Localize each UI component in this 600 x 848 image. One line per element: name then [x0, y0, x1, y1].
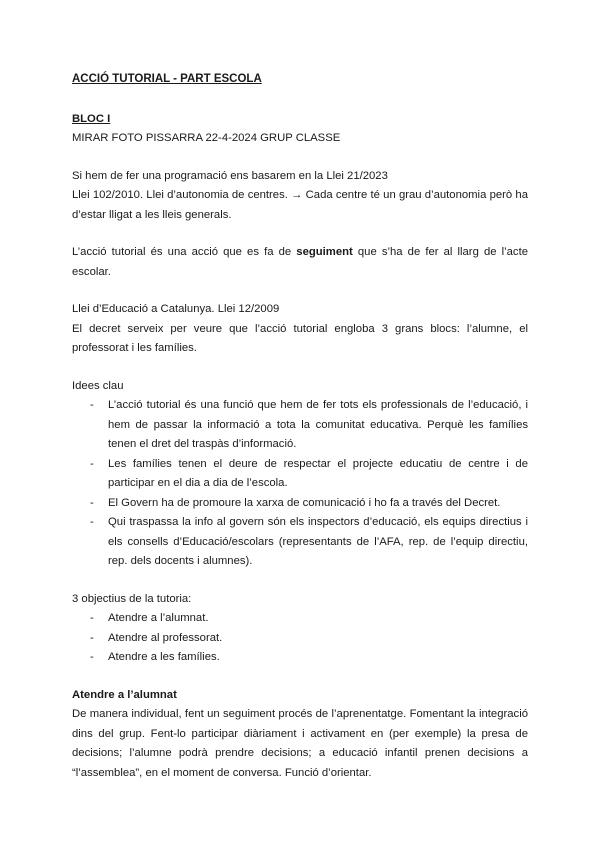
list-item: [72, 513, 528, 572]
accio-text-before: L’acció tutorial és una acció que es fa de: [72, 246, 297, 258]
list-item-text: Atendre al professorat.: [108, 631, 223, 644]
list-item-text: Qui traspassa la info al govern són els inspectors d’educació, els equips directius i els consells d’Educació/escolars (representants de l’AFA, rep. de l’equip directiu, rep. dels docents i alumnes).: [108, 516, 528, 567]
list-item: [72, 494, 528, 514]
list-item-text: Atendre a les famílies.: [108, 651, 220, 663]
document-content: [72, 70, 528, 783]
dash-marker: -: [90, 496, 94, 509]
objectius-list: [72, 609, 528, 668]
list-item-text: Les famílies tenen el deure de respectar el projecte educatiu de centre i de participar en el dia a dia de l’escola.: [108, 457, 528, 489]
dash-marker: -: [90, 651, 94, 663]
programacio-line-1: Si hem de fer una programació ens basarem en la Llei 21/2023: [72, 169, 388, 182]
bloc-subtitle: MIRAR FOTO PISSARRA 22-4-2024 GRUP CLASSE: [72, 132, 341, 144]
dash-marker: -: [90, 457, 94, 470]
idees-heading: Idees clau: [72, 379, 124, 392]
accio-paragraph: [72, 243, 528, 282]
objectius-heading: 3 objectius de la tutoria:: [72, 592, 192, 605]
alumnat-paragraph: De manera individual, fent un seguiment procés de l’aprenentatge. Fomentant la integració dins del grup. Fent-lo participar diàriament i activament en (per exemple) la presa de decisions; l’alumne podrà prendre decisions; a educació infantil prenen decisions a “l’assemblea”, en el moment de conversa. Funció d’orientar.: [72, 708, 528, 779]
list-item: [72, 455, 528, 494]
list-item: [72, 648, 528, 668]
accio-text-after: que s’ha de fer al llarg de l’acte escolar.: [72, 246, 528, 278]
list-item-text: Atendre a l’alumnat.: [108, 612, 209, 624]
list-item: [72, 609, 528, 629]
dash-marker: -: [90, 516, 94, 528]
dash-marker: -: [90, 612, 94, 624]
page-title: ACCIÓ TUTORIAL - PART ESCOLA: [72, 73, 262, 85]
alumnat-heading: Atendre a l’alumnat: [72, 688, 177, 701]
llei-line-2: El decret serveix per veure que l’acció tutorial engloba 3 grans blocs: l’alumne, el professorat i les famílies.: [72, 322, 528, 354]
bloc-heading: BLOC I: [72, 113, 111, 125]
list-item-text: El Govern ha de promoure la xarxa de comunicació i ho fa a través del Decret.: [108, 496, 501, 509]
list-item: [72, 629, 528, 649]
list-item-text: L’acció tutorial és una funció que hem de fer tots els professionals de l’educació, i hem de passar la informació a tota la comunitat educativa. Perquè les famílies tenen el dret del traspàs d’informació.: [108, 399, 528, 450]
dash-marker: -: [90, 631, 94, 644]
dash-marker: -: [90, 399, 94, 411]
list-item: [72, 396, 528, 455]
idees-list: [72, 396, 528, 572]
llei-line-1: Llei d’Educació a Catalunya. Llei 12/2009: [72, 303, 280, 315]
programacio-line-2: Llei 102/2010. Llei d’autonomia de centres. → Cada centre té un grau d’autonomia però ha d’estar lligat a les lleis generals.: [72, 189, 528, 221]
accio-bold-term: seguiment: [296, 246, 353, 258]
